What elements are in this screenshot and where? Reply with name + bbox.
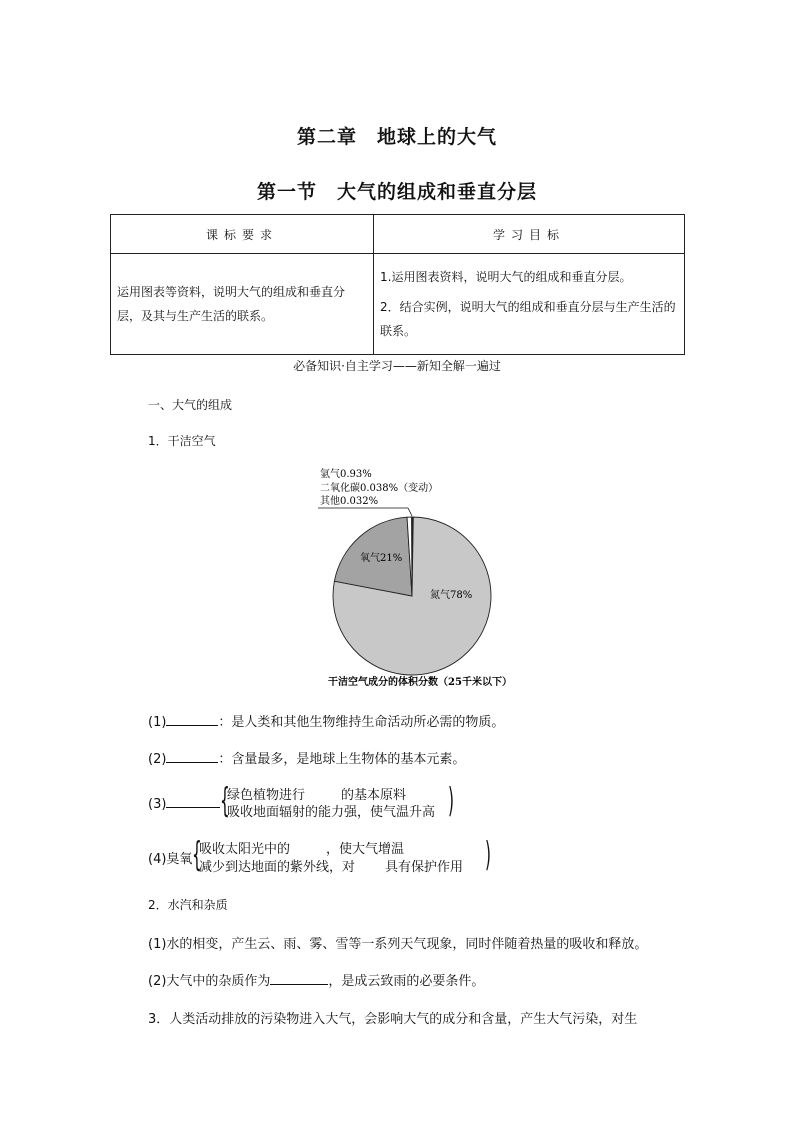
sub2-heading: 2．水汽和杂质: [148, 898, 228, 912]
blank-5[interactable]: [270, 972, 328, 985]
item-2: [148, 748, 465, 767]
item-3-line-1b: 的基本原料: [341, 788, 407, 803]
col2-header: 学习目标: [374, 215, 685, 254]
learning-goal-2: 2．结合实例，说明大气的组成和垂直分层与生产生活的联系。: [380, 300, 676, 338]
learning-goal-1: 1.运用图表资料，说明大气的组成和垂直分层。: [380, 270, 632, 284]
sub2-paragraph-2: [148, 970, 484, 989]
col1-header: 课标要求: [111, 215, 374, 254]
sub2-paragraph-1: (1)水的相变，产生云、雨、雾、雪等一系列天气现象，同时伴随着热量的吸收和释放。: [148, 937, 648, 952]
item-4-prefix: (4)臭氧: [148, 852, 193, 867]
blank-2[interactable]: [166, 750, 218, 763]
right-bracket: ): [485, 835, 491, 875]
label-co2: 二氧化碳0.038%（变动）: [320, 483, 439, 494]
label-argon: 氩气0.93%: [320, 469, 372, 480]
part1-heading: 一、大气的组成: [148, 398, 233, 412]
sub1-heading: 1．干洁空气: [148, 434, 216, 448]
blank-3[interactable]: [166, 795, 220, 808]
item-3-prefix-row: [148, 795, 220, 812]
chapter-title: 第二章 地球上的大气: [296, 126, 497, 148]
item-4-line-2: [199, 856, 463, 875]
item-1: [148, 711, 504, 730]
item-4-line-2a: 减少到达地面的紫外线，对: [199, 860, 356, 875]
right-bracket: ): [448, 781, 454, 821]
learning-goals: [374, 254, 685, 355]
leader-line-tip: [408, 508, 412, 516]
label-other: 其他0.032%: [320, 496, 379, 507]
curriculum-requirement: 运用图表等资料，说明大气的组成和垂直分层，及其与生产生活的联系。: [111, 254, 374, 355]
item-3-line-1a: 绿色植物进行: [227, 788, 306, 803]
section-title: 第一节 大气的组成和垂直分层: [256, 181, 537, 203]
left-brace: {: [220, 781, 230, 821]
sub2-p2b: ，是成云致雨的必要条件。: [328, 974, 485, 989]
sub2-p2a: (2)大气中的杂质作为: [148, 974, 271, 989]
item-3-line-2: 吸收地面辐射的能力强，使气温升高: [227, 805, 436, 820]
item-4-line-2b: 具有保护作用: [385, 860, 464, 875]
chart-title: 干洁空气成分的体积分数（25千米以下）: [328, 677, 512, 688]
left-brace: {: [192, 835, 202, 875]
item-1-prefix: (1): [148, 715, 167, 730]
item-3-prefix: (3): [148, 797, 167, 812]
label-nitrogen: 氮气78%: [430, 590, 473, 601]
pie-chart: [300, 460, 540, 692]
item-2-text: ：含量最多，是地球上生物体的基本元素。: [218, 752, 466, 767]
item-1-text: ：是人类和其他生物维持生命活动所必需的物质。: [218, 715, 505, 730]
banner: 必备知识·自主学习——新知全解一遍过: [293, 359, 501, 373]
item-4-line-1: [199, 838, 404, 857]
item-4-line-1b: ，使大气增温: [326, 842, 405, 857]
blank-1[interactable]: [166, 713, 218, 726]
item-4-line-1a: 吸收太阳光中的: [199, 842, 291, 857]
label-oxygen: 氧气21%: [360, 553, 403, 564]
sub3-text: 3．人类活动排放的污染物进入大气，会影响大气的成分和含量，产生大气污染，对生: [148, 1012, 638, 1027]
item-2-prefix: (2): [148, 752, 167, 767]
objectives-table: [110, 214, 685, 355]
